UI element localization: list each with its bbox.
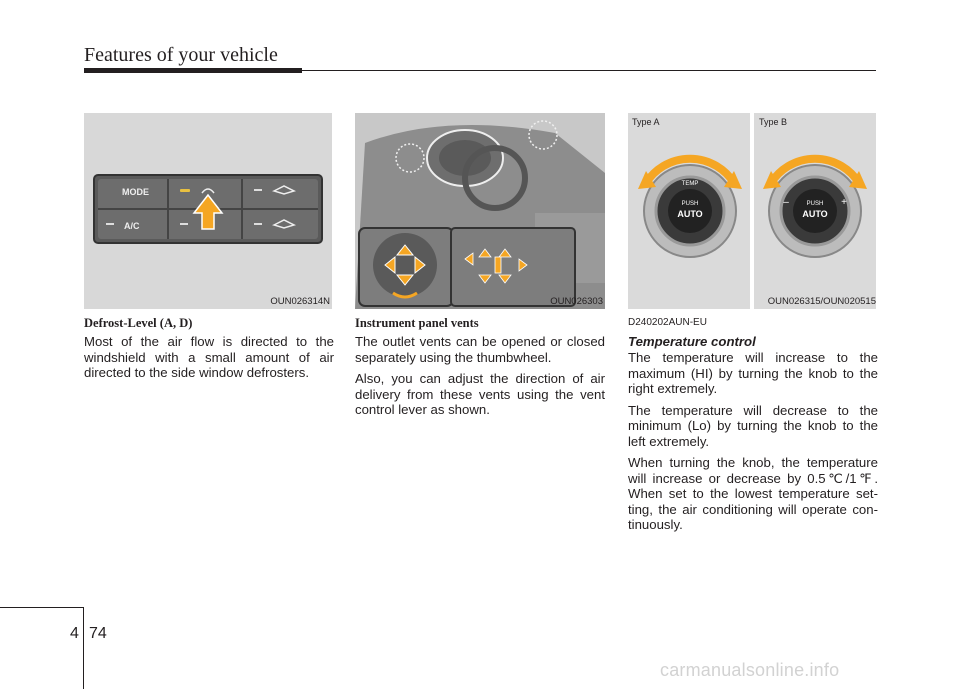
type-a-label: Type A bbox=[632, 117, 660, 127]
section-number: 4 bbox=[70, 625, 79, 642]
page-number: 74 bbox=[89, 625, 107, 642]
figure-code: OUN026303 bbox=[550, 296, 603, 307]
paragraph: The temperature will decrease to the minimum (Lo) by turning the knob to the left extremely. bbox=[628, 402, 878, 449]
paragraph: When turning the knob, the temperature will increase or decrease by 0.5℃/1℉. When set to the lowest temperature set-ting, the air conditioning will operate con-tinuously. bbox=[628, 455, 878, 532]
paragraph: The temperature will increase to the maximum (HI) by turning the knob to the right extremely. bbox=[628, 350, 878, 396]
footer-rule bbox=[0, 607, 84, 608]
column-vents bbox=[355, 316, 605, 424]
svg-text:TEMP: TEMP bbox=[681, 181, 699, 187]
svg-text:PUSH: PUSH bbox=[806, 201, 824, 207]
svg-text:AUTO: AUTO bbox=[677, 209, 703, 219]
svg-text:PUSH: PUSH bbox=[681, 201, 699, 207]
svg-text:–: – bbox=[783, 197, 789, 208]
svg-text:+: + bbox=[841, 197, 847, 208]
section-heading: Defrost-Level (A, D) bbox=[84, 316, 193, 330]
svg-text:AUTO: AUTO bbox=[802, 209, 828, 219]
column-defrost bbox=[84, 316, 334, 387]
mode-label: MODE bbox=[122, 187, 149, 197]
figure-code: OUN026315/OUN020515 bbox=[767, 296, 876, 307]
paragraph: Most of the air flow is directed to the windshield with a small amount of air directed to the side window defrosters. bbox=[84, 334, 334, 380]
header-rule-thin bbox=[302, 70, 876, 71]
header-title: Features of your vehicle bbox=[84, 44, 278, 66]
reference-code: D240202AUN-EU bbox=[628, 317, 707, 328]
figure-temperature-knobs bbox=[628, 113, 876, 309]
type-b-label: Type B bbox=[759, 117, 788, 127]
watermark[interactable]: carmanualsonline.info bbox=[660, 660, 840, 680]
figure-instrument-vents bbox=[355, 113, 605, 309]
figure-code: OUN026314N bbox=[270, 296, 330, 307]
section-subheading: Temperature control bbox=[628, 334, 756, 349]
ac-label: A/C bbox=[124, 221, 140, 231]
section-heading: Instrument panel vents bbox=[355, 316, 479, 330]
paragraph: The outlet vents can be opened or closed separately using the thumbwheel. bbox=[355, 334, 605, 365]
header-rule bbox=[84, 68, 302, 73]
figure-defrost-panel bbox=[84, 113, 332, 309]
paragraph: Also, you can adjust the direction of air delivery from these vents using the vent control lever as shown. bbox=[355, 371, 605, 417]
footer-divider bbox=[83, 607, 84, 689]
column-temperature bbox=[628, 316, 878, 539]
